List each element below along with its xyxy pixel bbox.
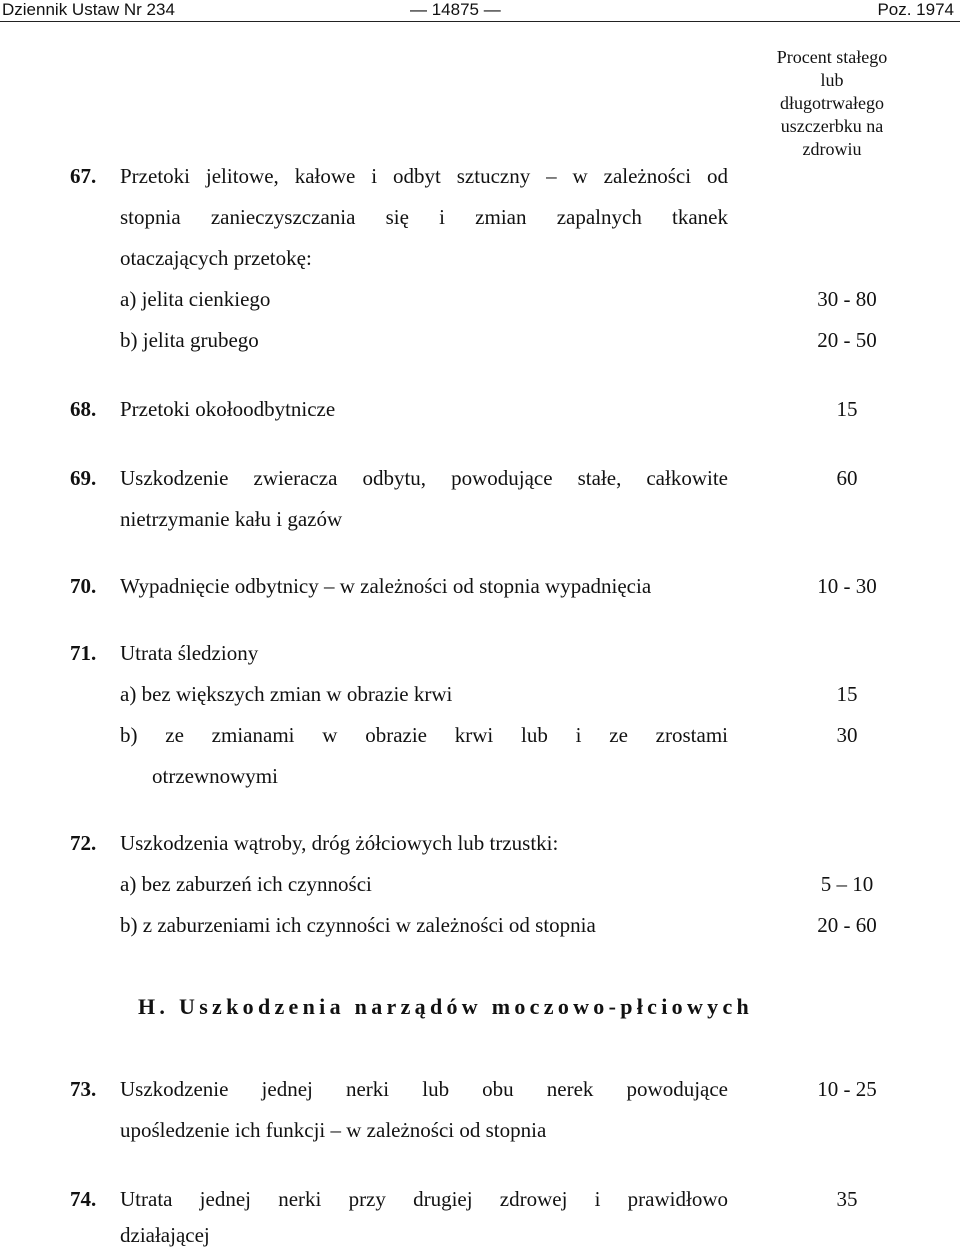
item-69-line-1: Uszkodzenie zwieracza odbytu, powodujące stałe, całkowite <box>120 466 728 490</box>
page-header <box>0 0 960 22</box>
item-73-number: 73. <box>70 1077 97 1101</box>
item-74-value: 35 <box>836 1187 858 1211</box>
item-71-sub-a-value: 15 <box>836 682 858 706</box>
item-71-sub-b-line-2: otrzewnowymi <box>152 764 278 788</box>
item-71-sub-a: a) bez większych zmian w obrazie krwi <box>120 682 453 706</box>
item-74-number: 74. <box>70 1187 97 1211</box>
item-67-line-3: otaczających przetokę: <box>120 246 312 270</box>
item-67-line-1: Przetoki jelitowe, kałowe i odbyt sztuczny – w zależności od <box>120 164 728 188</box>
page-number: — 14875 — <box>410 0 501 19</box>
item-73-line-2: upośledzenie ich funkcji – w zależności od stopnia <box>120 1118 547 1142</box>
item-67-sub-a-value: 30 - 80 <box>817 287 877 311</box>
position-number: Poz. 1974 <box>877 0 954 19</box>
item-70-line-1: Wypadnięcie odbytnicy – w zależności od stopnia wypadnięcia <box>120 574 652 598</box>
item-67-sub-a: a) jelita cienkiego <box>120 287 271 311</box>
item-71-number: 71. <box>70 641 97 665</box>
header-rule <box>0 21 960 22</box>
item-68-line-1: Przetoki okołoodbytnicze <box>120 397 336 421</box>
item-68-number: 68. <box>70 397 97 421</box>
item-73-line-1: Uszkodzenie jednej nerki lub obu nerek powodujące <box>120 1077 728 1101</box>
item-69-number: 69. <box>70 466 97 490</box>
journal-title: Dziennik Ustaw Nr 234 <box>2 0 175 19</box>
item-67-number: 67. <box>70 164 97 188</box>
item-72-sub-a-value: 5 – 10 <box>820 872 874 896</box>
item-69-line-2: nietrzymanie kału i gazów <box>120 507 343 531</box>
item-71-line-1: Utrata śledziony <box>120 641 259 665</box>
item-74-line-1: Utrata jednej nerki przy drugiej zdrowej i prawidłowo <box>120 1187 728 1211</box>
item-71-sub-b-value: 30 <box>836 723 858 747</box>
item-72-sub-b: b) z zaburzeniami ich czynności w zależności od stopnia <box>120 913 596 937</box>
item-71-sub-b: b) ze zmianami w obrazie krwi lub i ze zrostami <box>120 723 728 747</box>
item-68-value: 15 <box>836 397 858 421</box>
section-h-heading: H. Uszkodzenia narządów moczowo-płciowych <box>138 994 754 1019</box>
item-69-value: 60 <box>836 466 858 490</box>
item-73-value: 10 - 25 <box>817 1077 877 1101</box>
item-72-line-1: Uszkodzenia wątroby, dróg żółciowych lub trzustki: <box>120 831 559 855</box>
item-70-value: 10 - 30 <box>817 574 877 598</box>
item-74-line-2: działającej <box>120 1223 210 1247</box>
item-67-line-2: stopnia zanieczyszczania się i zmian zapalnych tkanek <box>120 205 728 229</box>
column-header: Procent stałego lub długotrwałego uszczerbku na zdrowiu <box>776 47 888 159</box>
item-72-number: 72. <box>70 831 97 855</box>
item-67-sub-b: b) jelita grubego <box>120 328 259 352</box>
item-67-sub-b-value: 20 - 50 <box>817 328 877 352</box>
item-70-number: 70. <box>70 574 97 598</box>
item-72-sub-b-value: 20 - 60 <box>817 913 877 937</box>
item-72-sub-a: a) bez zaburzeń ich czynności <box>120 872 372 896</box>
